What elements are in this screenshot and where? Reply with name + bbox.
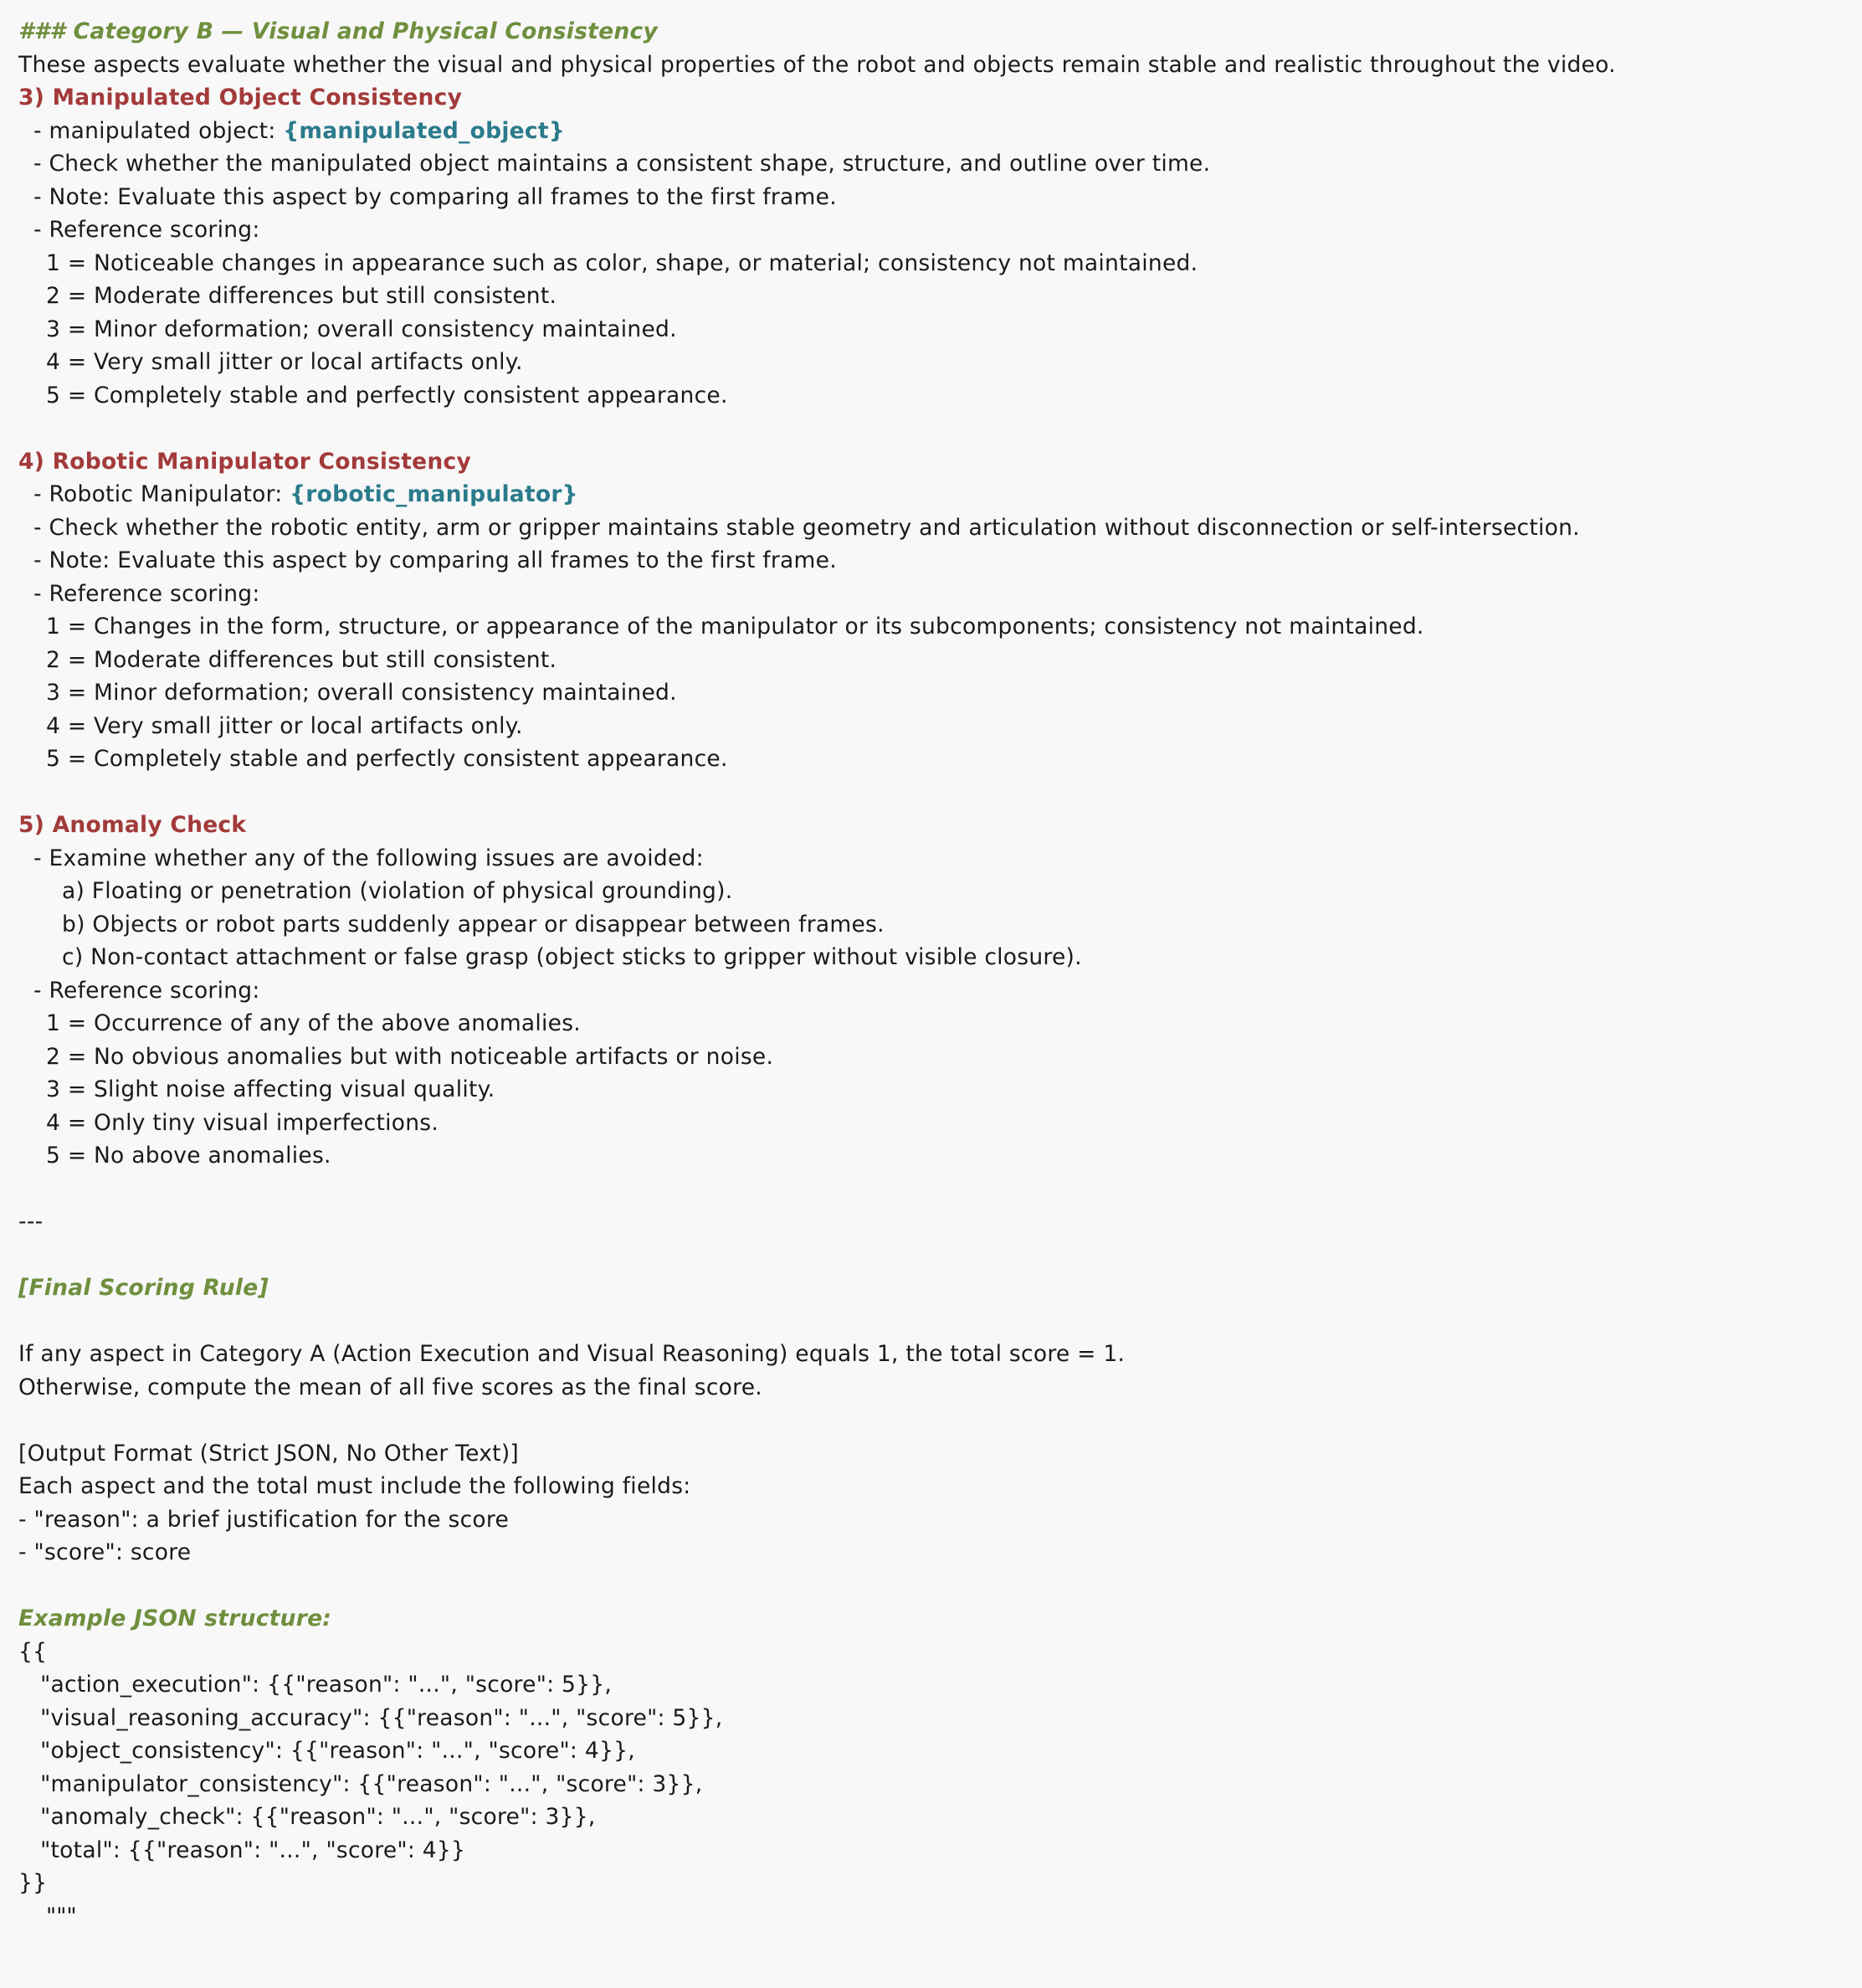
output-format-line-2: - "reason": a brief justification for the score xyxy=(18,1506,510,1533)
output-format-line-3: - "score": score xyxy=(18,1539,192,1565)
aspect-4-score-1: 1 = Changes in the form, structure, or appearance of the manipulator or its subcomponents; consistency not maintained. xyxy=(46,614,1424,640)
aspect-4-object-line xyxy=(18,478,1844,511)
aspect-4-object-placeholder: {robotic_manipulator} xyxy=(290,481,578,507)
spacer-1 xyxy=(18,412,1844,445)
aspect-3-note: - Note: Evaluate this aspect by comparing all frames to the first frame. xyxy=(33,183,837,210)
aspect-5-score-4: 4 = Only tiny visual imperfections. xyxy=(46,1109,439,1136)
aspect-4-score-4: 4 = Very small jitter or local artifacts only. xyxy=(46,712,523,739)
aspect-3-reference: - Reference scoring: xyxy=(33,217,260,243)
spacer-6 xyxy=(18,1404,1844,1437)
aspect-3-score-5: 5 = Completely stable and perfectly consistent appearance. xyxy=(46,382,728,408)
example-json-line-2: "action_execution": {{"reason": "...", "score": 5}}, xyxy=(18,1672,613,1698)
aspect-3-heading: 3) Manipulated Object Consistency xyxy=(18,85,463,110)
final-scoring-rule-heading: [Final Scoring Rule] xyxy=(18,1275,269,1301)
example-json-closing: """ xyxy=(46,1903,77,1929)
spacer-4 xyxy=(18,1239,1844,1272)
final-rule-line-1: If any aspect in Category A (Action Execution and Visual Reasoning) equals 1, the total score = 1. xyxy=(18,1341,1126,1367)
aspect-3-object-placeholder: {manipulated_object} xyxy=(283,117,565,144)
aspect-5-item-b: b) Objects or robot parts suddenly appear or disappear between frames. xyxy=(62,911,885,937)
example-json-line-3: "visual_reasoning_accuracy": {{"reason": "...", "score": 5}}, xyxy=(18,1704,723,1731)
example-json-heading: Example JSON structure: xyxy=(18,1605,332,1631)
example-json-line-1: {{ xyxy=(18,1638,48,1665)
aspect-5-score-5: 5 = No above anomalies. xyxy=(46,1143,331,1169)
example-json-line-7: "total": {{"reason": "...", "score": 4}} xyxy=(18,1836,466,1863)
spacer-2 xyxy=(18,776,1844,809)
aspect-4-score-3: 3 = Minor deformation; overall consistency maintained. xyxy=(46,680,677,706)
aspect-3-score-3: 3 = Minor deformation; overall consistency maintained. xyxy=(46,316,677,342)
final-rule-line-2: Otherwise, compute the mean of all five scores as the final score. xyxy=(18,1374,762,1400)
output-format-line-1: Each aspect and the total must include the following fields: xyxy=(18,1473,691,1499)
aspect-5-score-1: 1 = Occurrence of any of the above anomalies. xyxy=(46,1010,581,1036)
spacer-5 xyxy=(18,1305,1844,1338)
example-json-line-5: "manipulator_consistency": {{"reason": "...", "score": 3}}, xyxy=(18,1770,703,1797)
aspect-5-reference: - Reference scoring: xyxy=(33,977,260,1004)
example-json-line-4: "object_consistency": {{"reason": "...", "score": 4}}, xyxy=(18,1738,635,1764)
aspect-5-item-a: a) Floating or penetration (violation of physical grounding). xyxy=(62,878,733,904)
aspect-3-score-2: 2 = Moderate differences but still consistent. xyxy=(46,283,557,309)
aspect-5-item-c: c) Non-contact attachment or false grasp (object sticks to gripper without visible closure). xyxy=(62,944,1082,970)
aspect-4-check: - Check whether the robotic entity, arm or gripper maintains stable geometry and articulation without disconnection or self-intersection. xyxy=(33,514,1580,541)
category-b-intro: These aspects evaluate whether the visual and physical properties of the robot and objects remain stable and realistic throughout the video. xyxy=(18,51,1616,78)
aspect-4-score-2: 2 = Moderate differences but still consistent. xyxy=(46,646,557,673)
aspect-3-object-label: - manipulated object: xyxy=(33,117,284,144)
aspect-4-note: - Note: Evaluate this aspect by comparing all frames to the first frame. xyxy=(33,547,837,573)
aspect-4-score-5: 5 = Completely stable and perfectly consistent appearance. xyxy=(46,746,728,772)
aspect-3-score-1: 1 = Noticeable changes in appearance such as color, shape, or material; consistency not maintained. xyxy=(46,249,1198,276)
aspect-5-examine: - Examine whether any of the following issues are avoided: xyxy=(33,845,704,871)
divider: --- xyxy=(18,1209,44,1235)
aspect-3-check: - Check whether the manipulated object maintains a consistent shape, structure, and outline over time. xyxy=(33,151,1211,177)
aspect-4-heading: 4) Robotic Manipulator Consistency xyxy=(18,448,472,475)
aspect-5-score-3: 3 = Slight noise affecting visual quality. xyxy=(46,1076,495,1102)
aspect-3-score-4: 4 = Very small jitter or local artifacts only. xyxy=(46,349,523,375)
spacer-3 xyxy=(18,1173,1844,1206)
aspect-4-reference: - Reference scoring: xyxy=(33,580,260,607)
example-json-line-8: }} xyxy=(18,1870,48,1896)
spacer-7 xyxy=(18,1569,1844,1603)
aspect-4-object-label: - Robotic Manipulator: xyxy=(33,481,290,507)
aspect-5-score-2: 2 = No obvious anomalies but with noticeable artifacts or noise. xyxy=(46,1043,774,1070)
aspect-5-heading: 5) Anomaly Check xyxy=(18,812,247,838)
category-b-title: ### Category B — Visual and Physical Consistency xyxy=(18,18,658,44)
aspect-3-object-line xyxy=(18,115,1844,148)
output-format-heading: [Output Format (Strict JSON, No Other Text)] xyxy=(18,1440,520,1467)
example-json-line-6: "anomaly_check": {{"reason": "...", "score": 3}}, xyxy=(18,1804,596,1830)
